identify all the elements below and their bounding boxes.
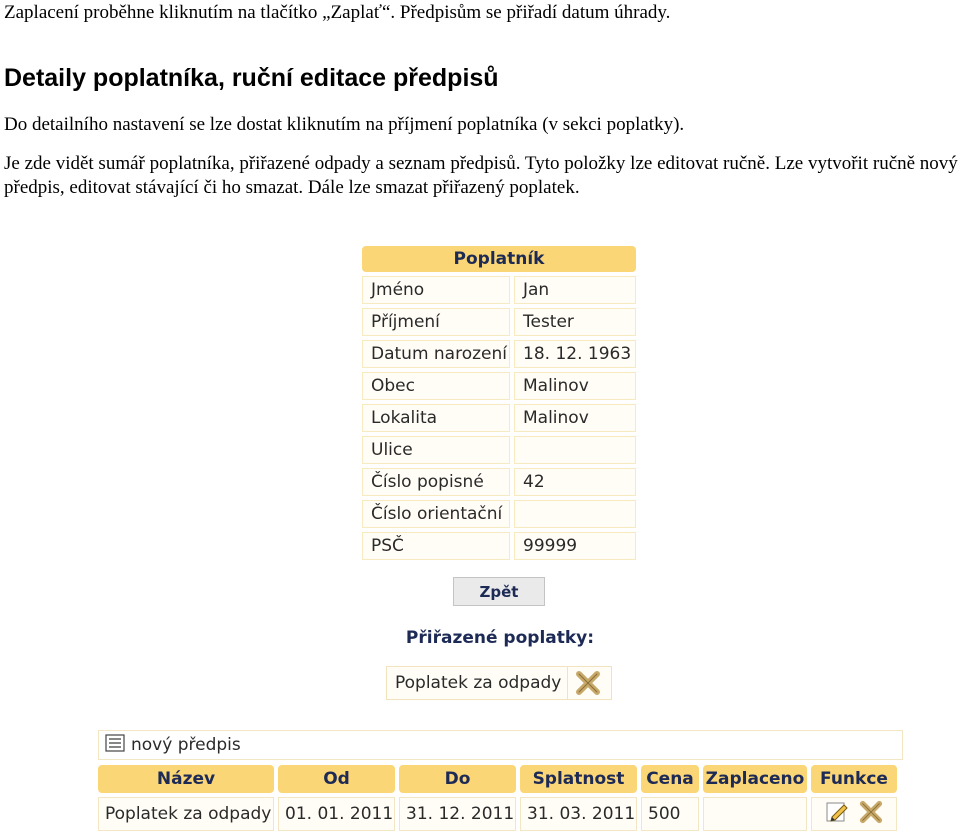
cell-zaplaceno <box>703 797 807 831</box>
column-header: Do <box>399 765 516 793</box>
field-value: Tester <box>514 308 636 336</box>
field-value <box>514 436 636 464</box>
field-label: Lokalita <box>362 404 510 432</box>
column-header: Zaplaceno <box>703 765 807 793</box>
new-predpis-link[interactable] <box>98 730 903 760</box>
field-value: 18. 12. 1963 <box>514 340 636 368</box>
field-label: Číslo popisné <box>362 468 510 496</box>
section-heading: Detaily poplatníka, ruční editace předpisů <box>4 64 499 92</box>
assigned-fee-label[interactable]: Poplatek za odpady <box>387 667 568 699</box>
cell-od: 01. 01. 2011 <box>278 797 395 831</box>
table-row <box>98 797 897 831</box>
predpis-table-header <box>98 765 897 793</box>
field-label: Obec <box>362 372 510 400</box>
delete-icon[interactable] <box>568 667 608 699</box>
field-value: Malinov <box>514 404 636 432</box>
cell-do: 31. 12. 2011 <box>399 797 516 831</box>
field-value: 99999 <box>514 532 636 560</box>
field-label: Jméno <box>362 276 510 304</box>
column-header: Od <box>278 765 395 793</box>
field-label: Číslo orientační <box>362 500 510 528</box>
field-value: 42 <box>514 468 636 496</box>
column-header: Název <box>98 765 274 793</box>
field-label: PSČ <box>362 532 510 560</box>
paragraph-description: Je zde vidět sumář poplatníka, přiřazené odpady a seznam předpisů. Tyto položky lze editovat ručně. Lze vytvořit ručně nový předpis, editovat stávající či ho smazat. Dále lze smazat přiřazený poplatek. <box>4 153 958 198</box>
field-value: Jan <box>514 276 636 304</box>
assigned-fee-item <box>386 666 612 700</box>
intro-text: Zaplacení proběhne kliknutím na tlačítko „Zaplať“. Předpisům se přiřadí datum úhrady. <box>4 2 671 23</box>
poplatnik-row <box>362 276 636 304</box>
poplatnik-row <box>362 436 636 464</box>
field-label: Příjmení <box>362 308 510 336</box>
poplatnik-title: Poplatník <box>362 246 636 272</box>
poplatnik-row <box>362 532 636 560</box>
document-icon <box>105 734 125 757</box>
poplatnik-row <box>362 340 636 368</box>
poplatnik-table <box>362 246 636 564</box>
cell-cena: 500 <box>641 797 699 831</box>
poplatnik-row <box>362 372 636 400</box>
poplatnik-row <box>362 404 636 432</box>
poplatnik-row <box>362 500 636 528</box>
new-predpis-label: nový předpis <box>131 735 241 755</box>
column-header: Splatnost <box>520 765 637 793</box>
field-label: Datum narození <box>362 340 510 368</box>
cell-splatnost: 31. 03. 2011 <box>520 797 637 831</box>
column-header: Cena <box>641 765 699 793</box>
field-value <box>514 500 636 528</box>
column-header: Funkce <box>811 765 897 793</box>
back-button[interactable]: Zpět <box>453 577 545 606</box>
edit-icon[interactable] <box>825 800 849 829</box>
poplatnik-row <box>362 308 636 336</box>
field-label: Ulice <box>362 436 510 464</box>
paragraph-navigation: Do detailního nastavení se lze dostat kliknutím na příjmení poplatníka (v sekci poplatky). <box>4 114 685 135</box>
cell-nazev: Poplatek za odpady <box>98 797 274 831</box>
cell-funkce <box>811 797 897 831</box>
field-value: Malinov <box>514 372 636 400</box>
poplatnik-row <box>362 468 636 496</box>
assigned-fees-title: Přiřazené poplatky: <box>405 628 595 648</box>
delete-icon[interactable] <box>859 800 883 829</box>
